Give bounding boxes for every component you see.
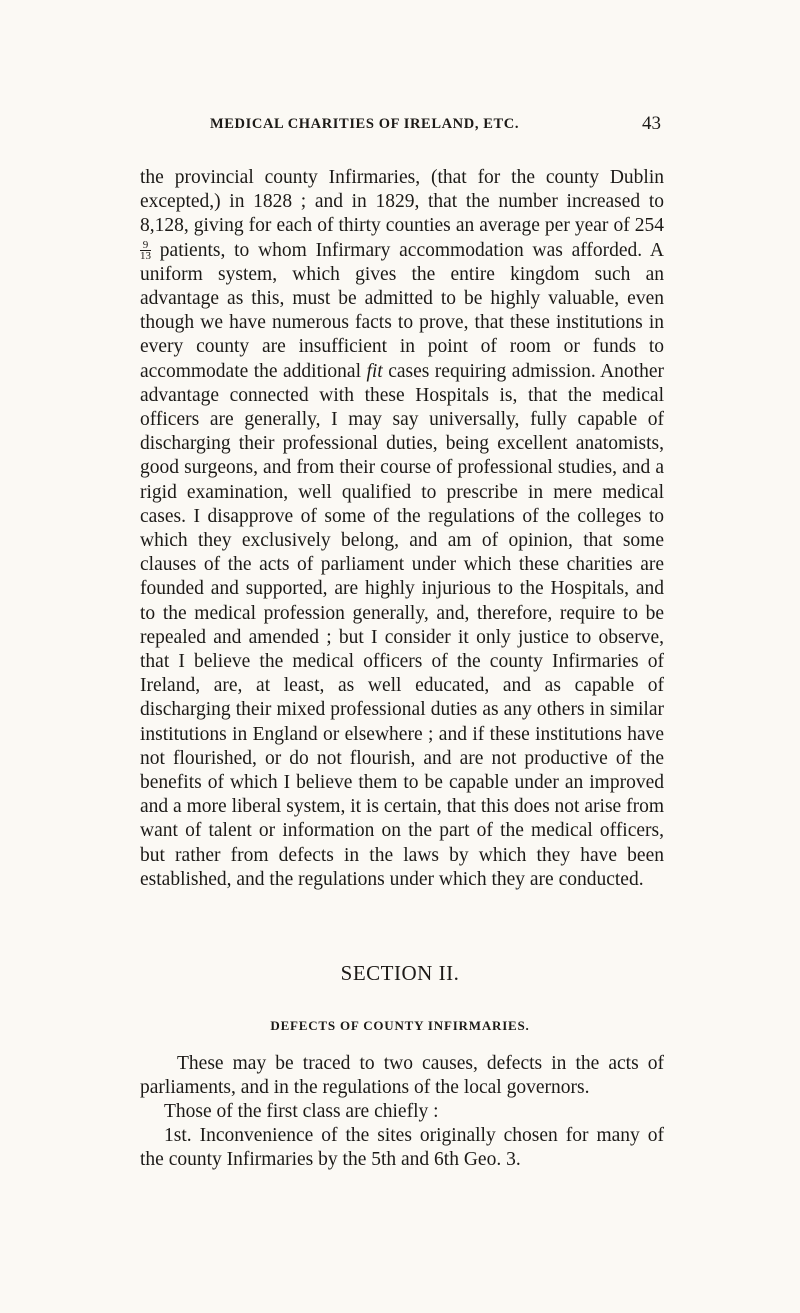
italic-word: fit bbox=[366, 360, 383, 382]
fraction-numerator: 9 bbox=[140, 240, 151, 251]
paragraph-text-middle: patients, to whom Infirmary accommodation was afforded. A uniform system, which gives the entire kingdom such an advantage as this, must be admitted to be highly valuable, even though we have numerous facts to prove, that these institutions in every county are insufficient in point of room or funds to accommodate the additional bbox=[140, 239, 664, 382]
fraction-denominator: 13 bbox=[140, 249, 151, 262]
paragraph-text-end: cases requiring admission. Another advantage connected with these Hospitals is, that the medical officers are generally, I may say universally, fully capable of discharging their professional duties, being excellent anatomists, good surgeons, and from their course of professional studies, and a rigid examination, well qualified to prescribe in mere medical cases. I disapprove of some of the regulations of the colleges to which they exclusively belong, and am of opinion, that some clauses of the acts of parliament under which these charities are founded and supported, are highly injurious to the Hospitals, and to the medical profession generally, and, therefore, require to be repealed and amended ; but I consider it only justice to observe, that I believe the medical officers of the county Infirmaries of Ireland, are, at least, as well educated, and as capable of discharging their mixed professional duties as any others in similar institutions in England or elsewhere ; and if these institutions have not flourished, or do not flourish, and are not productive of the benefits of which I believe them to be capable under an improved and a more liberal system, it is certain, that this does not arise from want of talent or information on the part of the medical officers, but rather from defects in the laws by which they have been established, and the regulations under which they are conducted. bbox=[140, 360, 664, 890]
section-paragraph-1: These may be traced to two causes, defects in the acts of parliaments, and in the regulations of the local governors. bbox=[140, 1053, 664, 1098]
body-paragraph bbox=[140, 166, 664, 892]
running-title: MEDICAL CHARITIES OF IRELAND, ETC. bbox=[210, 116, 520, 132]
section-body bbox=[140, 1052, 664, 1172]
running-head bbox=[0, 113, 800, 140]
section-paragraph-2: Those of the first class are chiefly : bbox=[164, 1101, 439, 1122]
paragraph-text-start: the provincial county Infirmaries, (that for the county Dublin excepted,) in 1828 ; and in 1829, that the number increased to 8,128, giving for each of thirty counties an average per year of 254 bbox=[140, 167, 664, 237]
fraction bbox=[140, 240, 151, 261]
continued-paragraph bbox=[140, 166, 664, 892]
section-title: SECTION II. bbox=[340, 961, 460, 985]
section-subtitle: DEFECTS OF COUNTY INFIRMARIES. bbox=[270, 1018, 530, 1033]
section-paragraph-3: 1st. Inconvenience of the sites originally chosen for many of the county Infirmaries by the 5th and 6th Geo. 3. bbox=[140, 1125, 664, 1170]
page-number: 43 bbox=[642, 113, 661, 134]
